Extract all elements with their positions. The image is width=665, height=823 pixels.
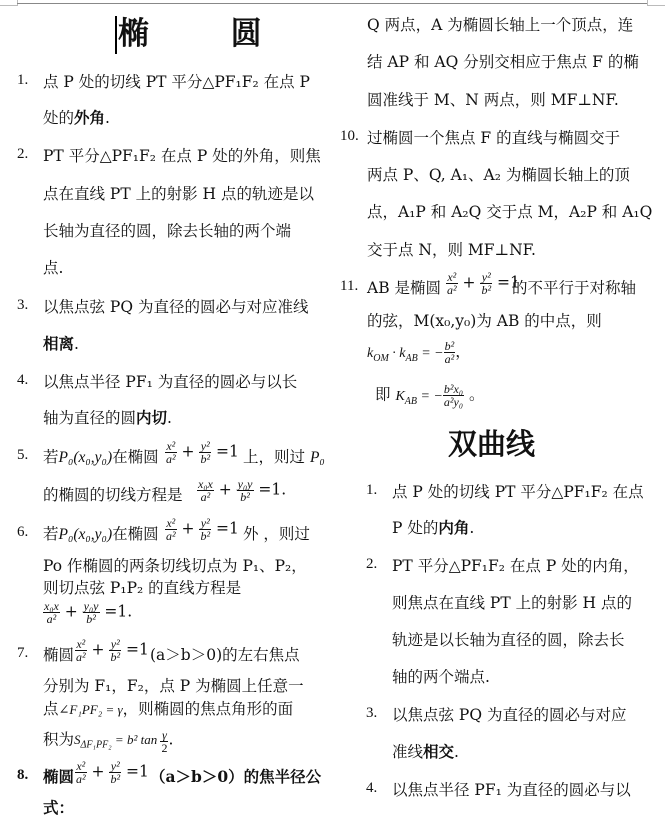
slope-product-formula: $k_{OM} \cdot k_{AB}$ = − $\frac{\text{b²}}{\text{a²}}$ ， [367, 339, 471, 366]
chord-equation: $\frac{\text{x₀x}}{\text{a²}}$ + $\frac{\text{y₀y}}{\text{b²}}$ =1. [44, 599, 133, 626]
ellipse-equation: $\frac{\text{x²}}{\text{a²}}$ + $\frac{\text{y²}}{\text{b²}}$ =1 [166, 516, 239, 543]
slope-formula: 即 $K_{AB}$ = − $\frac{\text{b²x₀}}{\text{a²y₀}}$ 。 [375, 382, 485, 409]
point-p0: P₀(x₀,y₀) [58, 449, 113, 466]
focal-angle: ∠F₁PF₂ = γ [58, 702, 123, 717]
ellipse-equation: $\frac{\text{x²}}{\text{a²}}$ + $\frac{\text{y²}}{\text{b²}}$ =1 [76, 759, 149, 786]
text-cursor [115, 16, 117, 54]
ellipse-equation: $\frac{\text{x²}}{\text{a²}}$ + $\frac{\text{y²}}{\text{b²}}$ =1 [76, 637, 149, 664]
section-title-hyperbola: 双曲线 [448, 427, 536, 461]
page-top-border [17, 3, 648, 4]
ellipse-equation: $\frac{\text{x²}}{\text{a²}}$ + $\frac{\text{y²}}{\text{b²}}$ =1 [166, 439, 239, 466]
page-corner-marker-right [647, 0, 665, 6]
area-formula: $S_{\Delta F_1PF_2} = b^2$ tan $\frac{\gamma}{2}$ [74, 728, 168, 755]
tangent-equation: $\frac{\text{x₀x}}{\text{a²}}$ + $\frac{\text{y₀y}}{\text{b²}}$ =1. [198, 477, 287, 504]
ellipse-equation: $\frac{\text{x²}}{\text{a²}}$ + $\frac{\text{y²}}{\text{b²}}$ =1 [447, 270, 520, 297]
section-title-ellipse: 椭 圆 [118, 16, 262, 52]
page-corner-marker-left [0, 0, 18, 6]
